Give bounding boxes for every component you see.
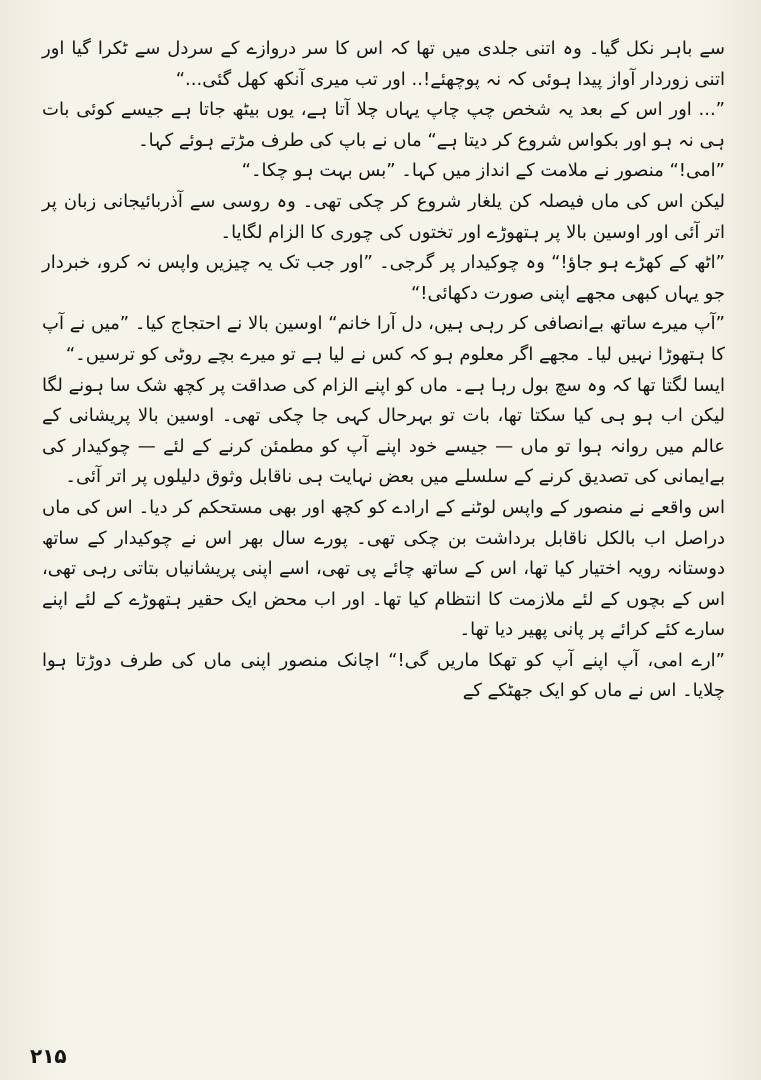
paragraph-1: سے باہر نکل گیا۔ وہ اتنی جلدی میں تھا کہ اس کا سر دروازے کے سردل سے ٹکرا گیا اور اتنی زوردار آواز پیدا ہوئی کہ نہ پوچھئے!.. اور تب میری آنکھ کھل گئی...“ xyxy=(42,38,725,90)
paragraph-8: اس واقعے نے منصور کے واپس لوٹنے کے ارادے کو کچھ اور بھی مستحکم کر دیا۔ اس کی ماں دراصل اب بالکل ناقابل برداشت بن چکی تھی۔ پورے سال بھر اس نے چوکیدار کے ساتھ دوستانہ رویہ اختیار کیا تھا، اس کے ساتھ چائے پی تھی، اسے اپنی پریشانیاں بتاتی رہی تھی، اس کے بچوں کے لئے ملازمت کا انتظام کیا تھا۔ اور اب محض ایک حقیر ہتھوڑے کے لئے اپنے سارے کئے کرائے پر پانی پھیر دیا تھا۔ xyxy=(42,496,725,641)
body-text xyxy=(42,34,725,707)
paragraph-6: ”آپ میرے ساتھ بےانصافی کر رہی ہیں، دل آرا خانم“ اوسین بالا نے احتجاج کیا۔ ”میں نے آپ کا ہتھوڑا نہیں لیا۔ مجھے اگر معلوم ہو کہ کس نے لیا ہے تو میرے بچے روٹی کو ترسیں۔“ xyxy=(42,313,725,365)
paragraph-4: لیکن اس کی ماں فیصلہ کن یلغار شروع کر چکی تھی۔ وہ روسی سے آذربائیجانی زبان پر اتر آئی اور اوسین بالا پر ہتھوڑے اور تختوں کی چوری کا الزام لگایا۔ xyxy=(42,190,725,243)
paragraph-2: ”... اور اس کے بعد یہ شخص چپ چاپ یہاں چلا آتا ہے، یوں بیٹھ جاتا ہے جیسے کوئی بات ہی نہ ہو اور بکواس شروع کر دیتا ہے“ ماں نے باپ کی طرف مڑتے ہوئے کہا۔ xyxy=(42,99,725,151)
paragraph-5: ”اٹھ کے کھڑے ہو جاؤ!“ وہ چوکیدار پر گرجی۔ ”اور جب تک یہ چیزیں واپس نہ کرو، خبردار جو یہاں کبھی مجھے اپنی صورت دکھائی!“ xyxy=(42,252,725,304)
paragraph-3: ”امی!“ منصور نے ملامت کے انداز میں کہا۔ ”بس بہت ہو چکا۔“ xyxy=(241,160,725,182)
paragraph-7: ایسا لگتا تھا کہ وہ سچ بول رہا ہے۔ ماں کو اپنے الزام کی صداقت پر کچھ شک سا ہونے لگا لیکن اب ہو ہی کیا سکتا تھا، بات تو بہرحال کہی جا چکی تھی۔ اوسین بالا پریشانی کے عالم میں روانہ ہوا تو ماں — جیسے خود اپنے آپ کو مطمئن کرنے کے لئے — چوکیدار کی بےایمانی کی تصدیق کرنے کے سلسلے میں بعض نہایت ہی ناقابل وثوق دلیلوں پر اتر آئی۔ xyxy=(42,374,725,488)
page-number: ۲۱۵ xyxy=(30,1044,67,1068)
paragraph-9: ”ارے امی، آپ اپنے آپ کو تھکا ماریں گی!“ اچانک منصور اپنی ماں کی طرف دوڑتا ہوا چلایا۔ اس نے ماں کو ایک جھٹکے کے xyxy=(42,649,725,702)
